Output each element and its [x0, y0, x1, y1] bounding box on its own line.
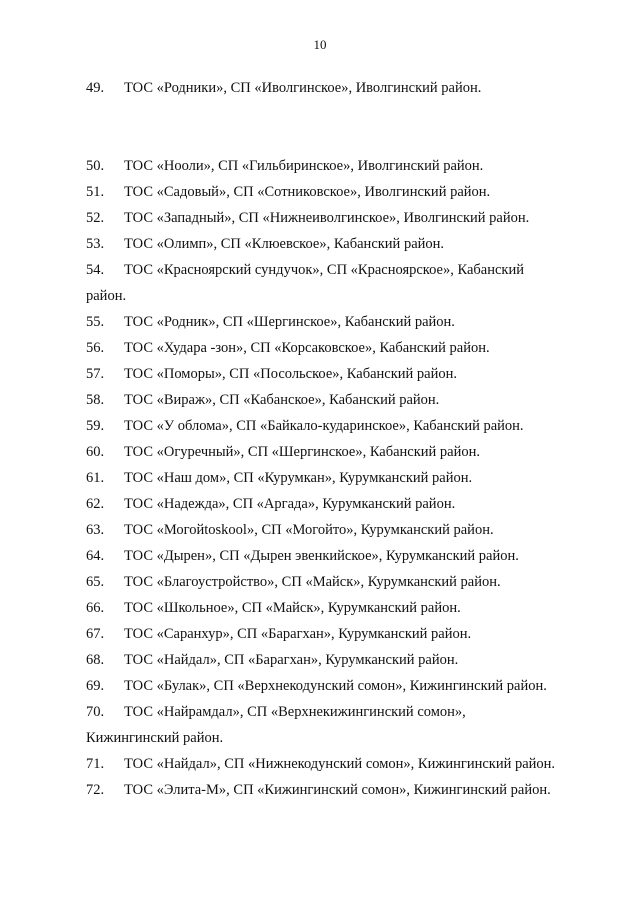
item-text: ТОС «Благоустройство», СП «Майск», Курумканский район.: [124, 574, 501, 590]
list-item: [86, 465, 576, 491]
item-text: ТОС «Нооли», СП «Гильбиринское», Иволгинский район.: [124, 158, 484, 174]
item-number: 64.: [86, 548, 105, 564]
item-number: 56.: [86, 340, 105, 356]
item-number: 63.: [86, 522, 105, 538]
tos-list: [86, 75, 576, 803]
item-number: 68.: [86, 652, 105, 668]
list-item: [86, 179, 576, 205]
list-item: [86, 777, 576, 803]
item-number: 61.: [86, 470, 105, 486]
item-text: ТОС «Худара -зон», СП «Корсаковское», Кабанский район.: [124, 340, 490, 356]
item-text: ТОС «Наш дом», СП «Курумкан», Курумканский район.: [124, 470, 473, 486]
list-item: [86, 569, 576, 595]
item-number: 60.: [86, 444, 105, 460]
item-number: 52.: [86, 210, 105, 226]
item-number: 55.: [86, 314, 105, 330]
list-item: [86, 647, 576, 673]
item-text: ТОС «Школьное», СП «Майск», Курумканский район.: [124, 600, 461, 616]
item-number: 53.: [86, 236, 105, 252]
item-number: 51.: [86, 184, 105, 200]
list-item: [86, 231, 576, 257]
item-text: ТОС «Надежда», СП «Аргада», Курумканский район.: [124, 496, 456, 512]
list-item: [86, 517, 576, 543]
item-text: ТОС «Родники», СП «Иволгинское», Иволгинский район.: [124, 80, 482, 96]
item-text: ТОС «У облома», СП «Байкало-кударинское», Кабанский район.: [124, 418, 524, 434]
item-number: 67.: [86, 626, 105, 642]
item-text: ТОС «Огуречный», СП «Шергинское», Кабанский район.: [124, 444, 481, 460]
list-item: [86, 75, 576, 101]
item-text: ТОС «Западный», СП «Нижнеиволгинское», Иволгинский район.: [124, 210, 530, 226]
item-number: 50.: [86, 158, 105, 174]
list-item: [86, 543, 576, 569]
item-number: 57.: [86, 366, 105, 382]
list-item: [86, 439, 576, 465]
item-text: ТОС «Найдал», СП «Нижнекодунский сомон», Кижингинский район.: [124, 756, 556, 772]
item-text: ТОС «Вираж», СП «Кабанское», Кабанский район.: [124, 392, 440, 408]
item-text: ТОС «Садовый», СП «Сотниковское», Иволгинский район.: [124, 184, 491, 200]
item-number: 49.: [86, 80, 105, 96]
blank-gap: [86, 101, 576, 153]
item-text: ТОС «Элита-М», СП «Кижингинский сомон», Кижингинский район.: [124, 782, 551, 798]
list-item: [86, 621, 576, 647]
item-text: ТОС «Красноярский сундучок», СП «Красноярское», Кабанский: [124, 262, 524, 278]
item-number: 69.: [86, 678, 105, 694]
item-text: ТОС «Найдал», СП «Барагхан», Курумканский район.: [124, 652, 459, 668]
list-item: [86, 751, 576, 777]
item-text: ТОС «Могойtoskool», СП «Могойто», Курумканский район.: [124, 522, 494, 538]
item-number: 54.: [86, 262, 105, 278]
item-text: ТОС «Поморы», СП «Посольское», Кабанский район.: [124, 366, 457, 382]
item-number: 66.: [86, 600, 105, 616]
list-item: [86, 335, 576, 361]
list-item: [86, 673, 576, 699]
item-text-continuation: Кижингинский район.: [86, 730, 224, 746]
list-item: [86, 205, 576, 231]
item-text: ТОС «Булак», СП «Верхнекодунский сомон», Кижингинский район.: [124, 678, 547, 694]
list-item: [86, 257, 576, 283]
list-item: [86, 309, 576, 335]
list-item: [86, 387, 576, 413]
page-number: 10: [313, 37, 327, 52]
item-number: 72.: [86, 782, 105, 798]
list-item: [86, 491, 576, 517]
list-item: [86, 413, 576, 439]
list-item: [86, 153, 576, 179]
item-text: ТОС «Родник», СП «Шергинское», Кабанский район.: [124, 314, 455, 330]
list-item: [86, 699, 576, 725]
item-number: 59.: [86, 418, 105, 434]
item-number: 71.: [86, 756, 105, 772]
item-text-continuation: район.: [86, 288, 127, 304]
item-text: ТОС «Найрамдал», СП «Верхнекижингинский сомон»,: [124, 704, 466, 720]
item-text: ТОС «Дырен», СП «Дырен эвенкийское», Курумканский район.: [124, 548, 519, 564]
list-item: [86, 595, 576, 621]
list-item: [86, 361, 576, 387]
item-number: 58.: [86, 392, 105, 408]
item-number: 62.: [86, 496, 105, 512]
item-number: 65.: [86, 574, 105, 590]
item-number: 70.: [86, 704, 105, 720]
item-text: ТОС «Олимп», СП «Клюевское», Кабанский район.: [124, 236, 445, 252]
item-text: ТОС «Саранхур», СП «Барагхан», Курумканский район.: [124, 626, 472, 642]
